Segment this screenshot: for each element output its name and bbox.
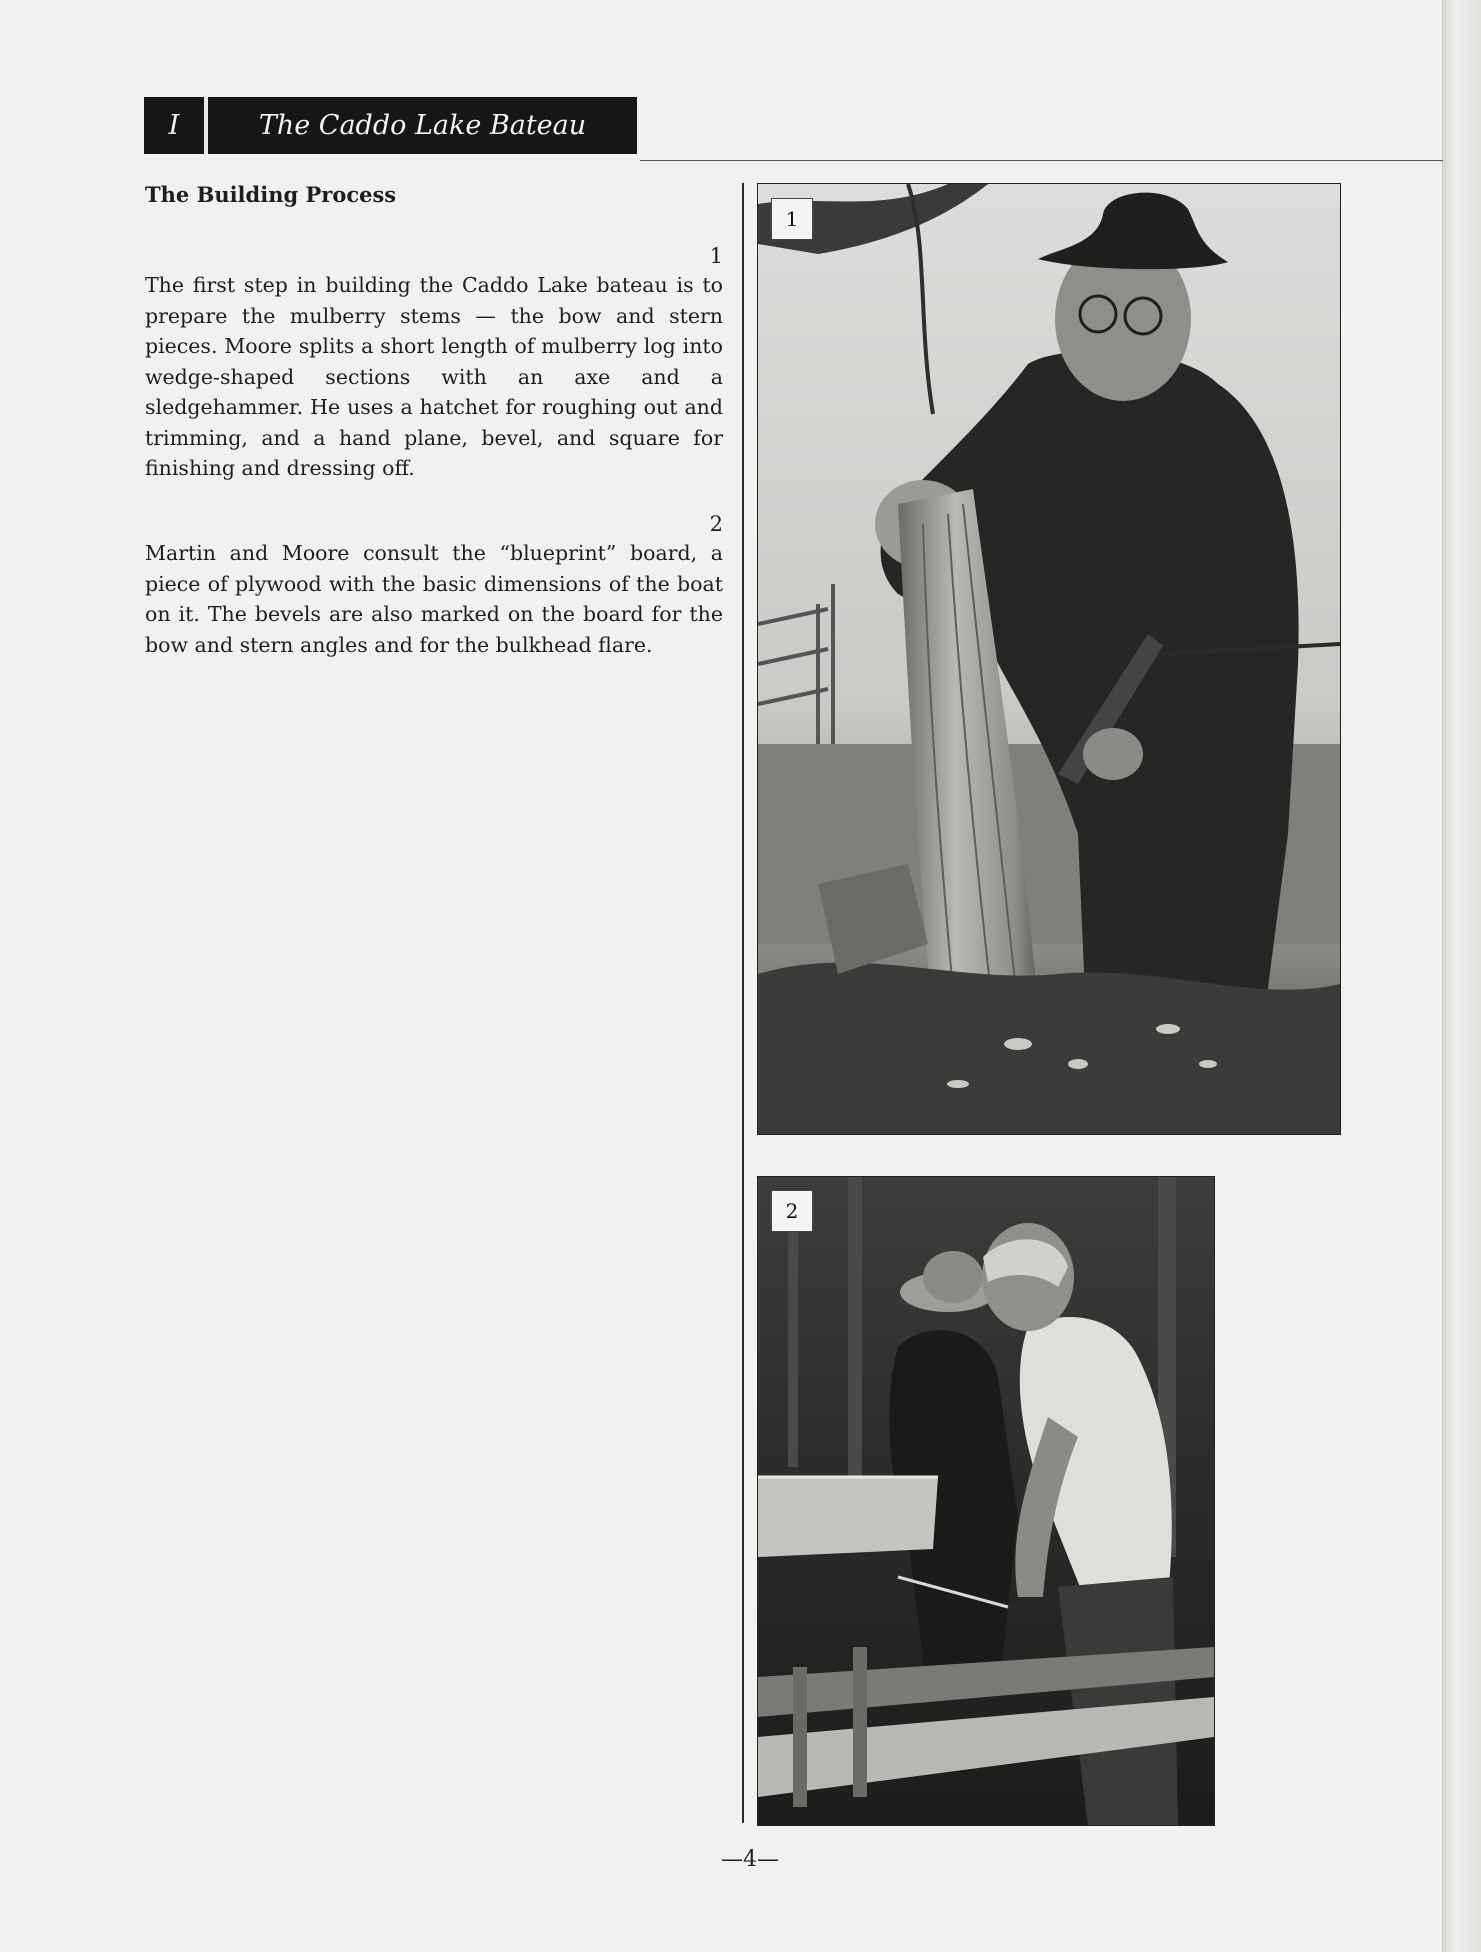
header-rule: [640, 160, 1443, 161]
paragraph-text: Martin and Moore consult the “blueprint” board, a piece of plywood with the basic dimensions of the boat on it. The bevels are also marked on the board for the bow and stern angles and for the bulkhead flare.: [145, 541, 723, 657]
photo-1-illustration: [758, 184, 1340, 1134]
photo-number-badge: 1: [771, 198, 813, 240]
photo-1: [757, 183, 1341, 1135]
column-rule: [742, 183, 744, 1823]
paragraph-text: The first step in building the Caddo Lake bateau is to prepare the mulberry stems — the bow and stern pieces. Moore splits a short length of mulberry log into wedge-shaped sections with an axe and a sledgehammer. He uses a hatchet for roughing out and trimming, and a hand plane, bevel, and square for finishing and dressing off.: [145, 273, 723, 480]
photo-2-illustration: [758, 1177, 1214, 1825]
paragraph-number: 1: [709, 244, 723, 268]
chapter-number: I: [168, 110, 180, 141]
chapter-title: The Caddo Lake Bateau: [258, 110, 587, 141]
section-heading: The Building Process: [145, 182, 397, 207]
paragraph-number: 2: [709, 512, 723, 536]
page-number: —4—: [721, 1847, 779, 1872]
chapter-header-bar: [144, 97, 637, 154]
photo-2: [757, 1176, 1215, 1826]
photo-number-badge: 2: [771, 1190, 813, 1232]
page-edge: [1442, 0, 1481, 1952]
